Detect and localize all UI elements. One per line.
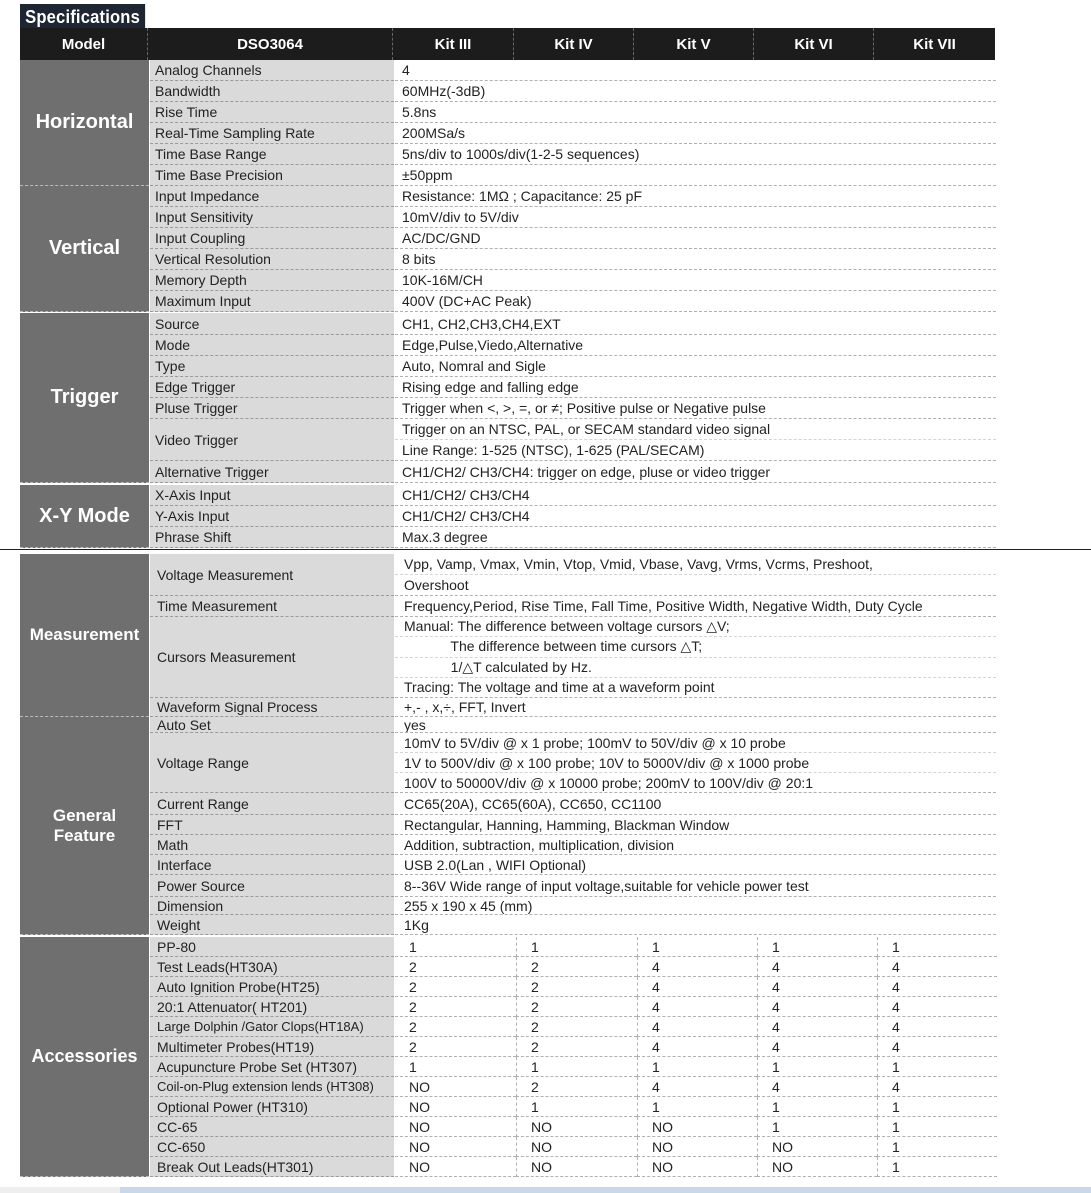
spec-label-time-base-range: Time Base Range <box>150 144 394 165</box>
accessory-qty-kit-4: NO <box>516 1137 637 1157</box>
accessory-qty-kit-7: 1 <box>877 1097 997 1117</box>
spec-label-time-base-precision: Time Base Precision <box>150 165 394 186</box>
spec-value-line: Tracing: The voltage and time at a waveform point <box>395 678 996 698</box>
spec-label-edge-trigger: Edge Trigger <box>150 377 394 398</box>
spec-label-large-dolphin-gator-clops-ht18a: Large Dolphin /Gator Clops(HT18A) <box>150 1017 394 1037</box>
spec-label-real-time-sampling-rate: Real-Time Sampling Rate <box>150 123 394 144</box>
accessory-qty-kit-5: NO <box>637 1157 757 1177</box>
spec-label-analog-channels: Analog Channels <box>150 60 394 81</box>
accessory-qty-kit-3: 2 <box>395 977 516 997</box>
spec-value: CC65(20A), CC65(60A), CC650, CC1100 <box>395 793 996 815</box>
spec-value: USB 2.0(Lan , WIFI Optional) <box>395 855 996 875</box>
accessory-qty-kit-5: NO <box>637 1137 757 1157</box>
spec-label-video-trigger: Video Trigger <box>150 419 394 461</box>
spec-label-dimension: Dimension <box>150 897 394 915</box>
specifications-badge: Specifications <box>20 4 145 30</box>
spec-value-line: 1/△T calculated by Hz. <box>395 658 996 678</box>
header-kit-6: Kit VI <box>754 28 874 60</box>
accessory-qty-kit-6: NO <box>757 1137 877 1157</box>
spec-label-vertical-resolution: Vertical Resolution <box>150 249 394 270</box>
spec-value: CH1, CH2,CH3,CH4,EXT <box>395 313 996 335</box>
spec-label-y-axis-input: Y-Axis Input <box>150 506 394 527</box>
header-kit-7: Kit VII <box>913 36 956 53</box>
spec-value: yes <box>395 717 996 733</box>
accessory-qty-kit-6: 4 <box>757 977 877 997</box>
spec-label-time-measurement: Time Measurement <box>150 596 394 617</box>
spec-value-line: Line Range: 1-525 (NTSC), 1-625 (PAL/SECAM) <box>395 440 996 461</box>
spec-value: 200MSa/s <box>395 123 996 144</box>
spec-value: Frequency,Period, Rise Time, Fall Time, Positive Width, Negative Width, Duty Cycle <box>395 596 996 617</box>
section-divider <box>0 549 1091 550</box>
accessory-qty-kit-5: 1 <box>637 937 757 957</box>
accessory-qty-kit-7: 4 <box>877 977 997 997</box>
spec-value-line: The difference between time cursors △T; <box>395 637 996 657</box>
header-model: Model <box>20 28 148 60</box>
bottom-strip-left <box>0 1187 120 1193</box>
header-product: DSO3064 <box>148 28 393 60</box>
accessory-qty-kit-6: 4 <box>757 1037 877 1057</box>
section-measurement: Measurement <box>20 554 149 717</box>
spec-value: Trigger when <, >, =, or ≠; Positive pulse or Negative pulse <box>395 398 996 419</box>
spec-value: 5.8ns <box>395 102 996 123</box>
section-horizontal: Horizontal <box>20 60 149 186</box>
spec-value: Max.3 degree <box>395 527 996 548</box>
spec-label-input-coupling: Input Coupling <box>150 228 394 249</box>
table-header <box>20 28 995 60</box>
accessory-qty-kit-7: 1 <box>877 1057 997 1077</box>
accessory-qty-kit-7: 4 <box>877 997 997 1017</box>
spec-label-source: Source <box>150 313 394 335</box>
spec-label-test-leads-ht30a: Test Leads(HT30A) <box>150 957 394 977</box>
accessory-qty-kit-6: 4 <box>757 997 877 1017</box>
spec-label-power-source: Power Source <box>150 875 394 897</box>
bottom-strip <box>120 1187 1091 1193</box>
spec-label-weight: Weight <box>150 915 394 935</box>
accessory-qty-kit-4: NO <box>516 1117 637 1137</box>
accessory-qty-kit-5: 1 <box>637 1097 757 1117</box>
accessory-qty-kit-6: 1 <box>757 1117 877 1137</box>
spec-value: Resistance: 1MΩ ; Capacitance: 25 pF <box>395 186 996 207</box>
spec-label-acupuncture-probe-set-ht307: Acupuncture Probe Set (HT307) <box>150 1057 394 1077</box>
accessory-qty-kit-6: 4 <box>757 957 877 977</box>
spec-label-input-sensitivity: Input Sensitivity <box>150 207 394 228</box>
section-general-feature: General Feature <box>20 717 149 935</box>
accessory-qty-kit-7: 1 <box>877 1157 997 1177</box>
accessory-qty-kit-6: 1 <box>757 1057 877 1077</box>
spec-value: +,- , x,÷, FFT, Invert <box>395 698 996 717</box>
accessory-qty-kit-3: NO <box>395 1117 516 1137</box>
accessory-qty-kit-7: 4 <box>877 957 997 977</box>
spec-value-line: 100V to 50000V/div @ x 10000 probe; 200mV to 100V/div @ 20:1 <box>395 773 996 793</box>
spec-label-alternative-trigger: Alternative Trigger <box>150 461 394 483</box>
spec-value-line: Vpp, Vamp, Vmax, Vmin, Vtop, Vmid, Vbase, Vavg, Vrms, Vcrms, Preshoot, <box>395 554 996 575</box>
spec-label-20-1-attenuator-ht201: 20:1 Attenuator( HT201) <box>150 997 394 1017</box>
accessory-qty-kit-5: 4 <box>637 1037 757 1057</box>
accessory-qty-kit-5: 4 <box>637 1017 757 1037</box>
accessory-qty-kit-7: 1 <box>877 1137 997 1157</box>
spec-value: Auto, Nomral and Sigle <box>395 356 996 377</box>
spec-value: ±50ppm <box>395 165 996 186</box>
accessory-qty-kit-7: 1 <box>877 937 997 957</box>
spec-label-waveform-signal-process: Waveform Signal Process <box>150 698 394 717</box>
spec-label-coil-on-plug-extension-lends-ht308: Coil-on-Plug extension lends (HT308) <box>150 1077 394 1097</box>
spec-value: CH1/CH2/ CH3/CH4: trigger on edge, pluse or video trigger <box>395 461 996 483</box>
accessory-qty-kit-3: 2 <box>395 957 516 977</box>
spec-value: 10K-16M/CH <box>395 270 996 291</box>
spec-value: Edge,Pulse,Viedo,Alternative <box>395 335 996 356</box>
spec-value-line: Overshoot <box>395 575 996 596</box>
spec-label-optional-power-ht310: Optional Power (HT310) <box>150 1097 394 1117</box>
accessory-qty-kit-5: 4 <box>637 1077 757 1097</box>
spec-value: Rising edge and falling edge <box>395 377 996 398</box>
header-kit-3: Kit III <box>393 28 514 60</box>
header-kit-5: Kit V <box>634 28 754 60</box>
spec-label-cc-650: CC-650 <box>150 1137 394 1157</box>
section-trigger: Trigger <box>20 313 149 483</box>
spec-label-x-axis-input: X-Axis Input <box>150 485 394 506</box>
accessory-qty-kit-5: 4 <box>637 997 757 1017</box>
spec-value: Rectangular, Hanning, Hamming, Blackman Window <box>395 815 996 835</box>
spec-value-line: Manual: The difference between voltage cursors △V; <box>395 617 996 637</box>
spec-value: 5ns/div to 1000s/div(1-2-5 sequences) <box>395 144 996 165</box>
section-x-y-mode: X-Y Mode <box>20 485 149 548</box>
spec-label-input-impedance: Input Impedance <box>150 186 394 207</box>
accessory-qty-kit-4: 2 <box>516 997 637 1017</box>
spec-label-cursors-measurement: Cursors Measurement <box>150 617 394 698</box>
accessory-qty-kit-3: NO <box>395 1077 516 1097</box>
accessory-qty-kit-5: 4 <box>637 977 757 997</box>
accessory-qty-kit-3: NO <box>395 1097 516 1117</box>
accessory-qty-kit-6: 4 <box>757 1077 877 1097</box>
spec-label-pluse-trigger: Pluse Trigger <box>150 398 394 419</box>
spec-label-voltage-measurement: Voltage Measurement <box>150 554 394 596</box>
spec-label-memory-depth: Memory Depth <box>150 270 394 291</box>
accessory-qty-kit-4: NO <box>516 1157 637 1177</box>
spec-value: 255 x 190 x 45 (mm) <box>395 897 996 915</box>
accessory-qty-kit-4: 2 <box>516 1077 637 1097</box>
accessory-qty-kit-6: 1 <box>757 937 877 957</box>
spec-value: 8--36V Wide range of input voltage,suitable for vehicle power test <box>395 875 996 897</box>
spec-label-voltage-range: Voltage Range <box>150 733 394 793</box>
spec-value: CH1/CH2/ CH3/CH4 <box>395 506 996 527</box>
accessory-qty-kit-7: 4 <box>877 1017 997 1037</box>
accessory-qty-kit-3: NO <box>395 1157 516 1177</box>
spec-label-phrase-shift: Phrase Shift <box>150 527 394 548</box>
accessory-qty-kit-3: 1 <box>395 1057 516 1077</box>
accessory-qty-kit-5: NO <box>637 1117 757 1137</box>
accessory-qty-kit-4: 2 <box>516 1017 637 1037</box>
accessory-qty-kit-6: 1 <box>757 1097 877 1117</box>
spec-label-bandwidth: Bandwidth <box>150 81 394 102</box>
spec-label-break-out-leads-ht301: Break Out Leads(HT301) <box>150 1157 394 1177</box>
spec-value-line: 10mV to 5V/div @ x 1 probe; 100mV to 50V/div @ x 10 probe <box>395 733 996 753</box>
accessory-qty-kit-5: 1 <box>637 1057 757 1077</box>
spec-label-type: Type <box>150 356 394 377</box>
spec-label-multimeter-probes-ht19: Multimeter Probes(HT19) <box>150 1037 394 1057</box>
accessory-qty-kit-4: 2 <box>516 957 637 977</box>
accessory-qty-kit-3: 1 <box>395 937 516 957</box>
spec-label-fft: FFT <box>150 815 394 835</box>
spec-value: 400V (DC+AC Peak) <box>395 291 996 312</box>
section-vertical: Vertical <box>20 186 149 312</box>
spec-value: 4 <box>395 60 996 81</box>
accessory-qty-kit-4: 2 <box>516 1037 637 1057</box>
accessory-qty-kit-6: 4 <box>757 1017 877 1037</box>
accessory-qty-kit-3: 2 <box>395 1017 516 1037</box>
accessory-qty-kit-7: 1 <box>877 1117 997 1137</box>
spec-value: Addition, subtraction, multiplication, division <box>395 835 996 855</box>
section-accessories: Accessories <box>20 937 149 1177</box>
spec-label-auto-ignition-probe-ht25: Auto Ignition Probe(HT25) <box>150 977 394 997</box>
spec-label-math: Math <box>150 835 394 855</box>
spec-label-cc-65: CC-65 <box>150 1117 394 1137</box>
spec-value: 1Kg <box>395 915 996 935</box>
accessory-qty-kit-5: 4 <box>637 957 757 977</box>
accessory-qty-kit-3: 2 <box>395 997 516 1017</box>
spec-value: 8 bits <box>395 249 996 270</box>
spec-value: 60MHz(-3dB) <box>395 81 996 102</box>
spec-value-line: 1V to 500V/div @ x 100 probe; 10V to 5000V/div @ x 1000 probe <box>395 753 996 773</box>
accessory-qty-kit-3: 2 <box>395 1037 516 1057</box>
spec-value-line: Trigger on an NTSC, PAL, or SECAM standard video signal <box>395 419 996 440</box>
accessory-qty-kit-7: 4 <box>877 1037 997 1057</box>
spec-label-maximum-input: Maximum Input <box>150 291 394 312</box>
spec-label-pp-80: PP-80 <box>150 937 394 957</box>
accessory-qty-kit-7: 4 <box>877 1077 997 1097</box>
accessory-qty-kit-3: NO <box>395 1137 516 1157</box>
spec-label-rise-time: Rise Time <box>150 102 394 123</box>
header-kit-4: Kit IV <box>514 28 634 60</box>
accessory-qty-kit-4: 2 <box>516 977 637 997</box>
spec-value: CH1/CH2/ CH3/CH4 <box>395 485 996 506</box>
accessory-qty-kit-4: 1 <box>516 1057 637 1077</box>
spec-value: 10mV/div to 5V/div <box>395 207 996 228</box>
accessory-qty-kit-4: 1 <box>516 1097 637 1117</box>
accessory-qty-kit-6: NO <box>757 1157 877 1177</box>
spec-label-auto-set: Auto Set <box>150 717 394 733</box>
spec-value: AC/DC/GND <box>395 228 996 249</box>
accessory-qty-kit-4: 1 <box>516 937 637 957</box>
spec-label-current-range: Current Range <box>150 793 394 815</box>
spec-label-mode: Mode <box>150 335 394 356</box>
spec-label-interface: Interface <box>150 855 394 875</box>
